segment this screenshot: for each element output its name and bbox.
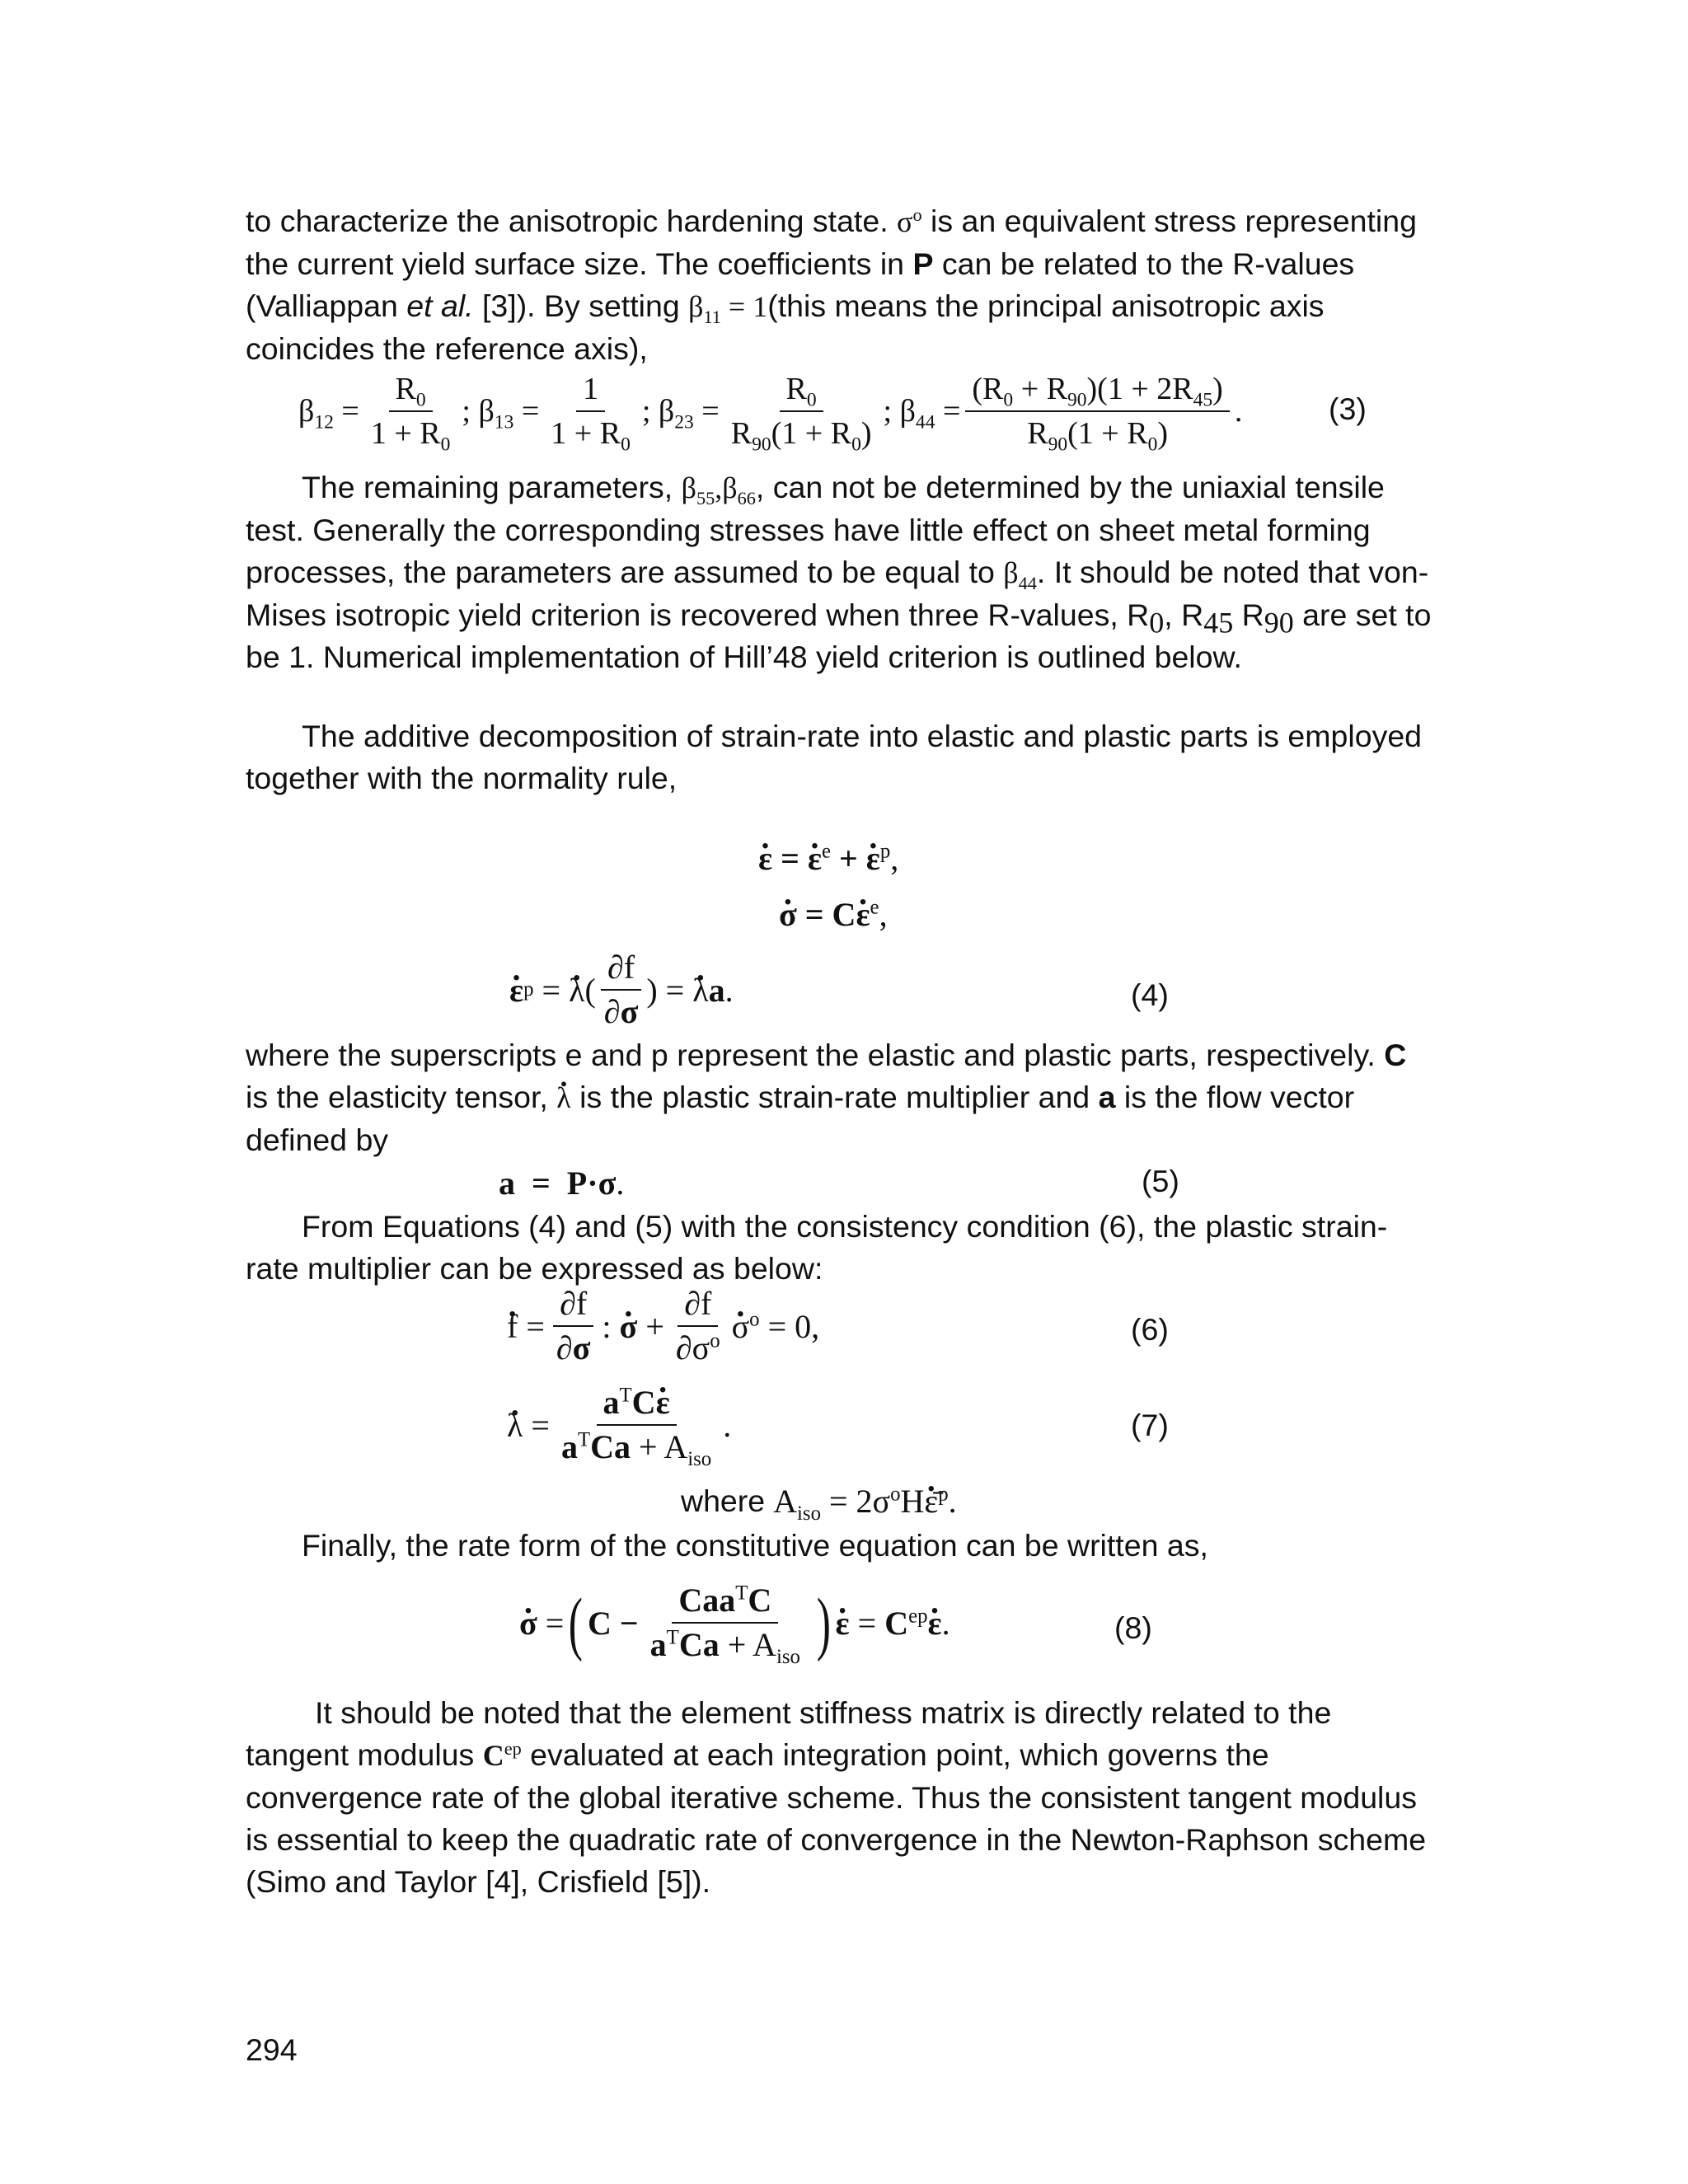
equation-5: a = P·σ. — [499, 1165, 625, 1202]
italic-et-al: et al. — [406, 288, 474, 323]
text-run: is the flow vector defined by — [246, 1080, 1355, 1157]
equation-stress-rate: σ . = Cε .$^e$, — [779, 895, 888, 934]
paragraph-stiffness-matrix — [246, 1692, 1432, 1903]
paragraph-rate-form: Finally, the rate form of the constitutive equation can be written as, — [302, 1528, 1208, 1563]
equation-8: σ . = ( C − $\frac{Caa^TC}{a^TCa + A_{iso}}$ ) ε . = $C^{ep}\varepsilon$ .. — [519, 1582, 950, 1663]
equation-7: λ . = $\frac{a^TC\varepsilon .}{a^TCa + A_{iso}}$ . — [507, 1385, 731, 1465]
paragraph-additive-decomposition: The additive decomposition of strain-rate into elastic and plastic parts is employed together with the normality rule, — [246, 719, 1423, 795]
bold-C: C — [1384, 1038, 1407, 1072]
page-number: 294 — [246, 2032, 298, 2067]
where-aiso: where $A_{iso}$ = $2\sigma^oH\varepsilon̄$ .$^p$. — [681, 1482, 957, 1521]
paragraph-remaining-parameters: The remaining parameters, $\beta_{55},\beta_{66}$, can not be determined by the uniaxial tensile test. Generally the corresponding stresses have little effect on sheet metal forming processes, the parameters are assumed to be equal to $\beta_{44}$. It should be noted that von-Mises isotropic yield criterion is recovered when three R-values, $R_0$, $R_{45}$ $R_{90}$ are set to be 1. Numerical implementation of Hill’48 yield criterion is outlined below. — [246, 470, 1432, 674]
equation-3: $\beta_{12}$ = $\frac{R_0}{1 + R_0}$ ; $\beta_{13}$ = $\frac{1}{1 + R_0}$ ; $\beta_{23}$ = $\frac{R_0}{R_{90}(1 + R_0)}$ ; $\beta_{44}$ = $\frac{(R_0 + R_{90})(1 + 2R_{45})}{R_{90}(1 + R_0)}$ . — [298, 372, 1243, 456]
text-run: . It should be noted that von-Mises isotropic yield criterion is recovered when three R-values, R — [246, 555, 1429, 632]
text-run: The remaining parameters, — [302, 470, 682, 504]
where-label: where — [681, 1483, 766, 1518]
inline-math-beta44: $\beta_{44}$ — [1003, 556, 1037, 594]
paragraph-superscripts — [246, 1034, 1432, 1161]
equation-strain-rate-sum: ε . = ε .$^e$ + ε .$^p$, — [758, 839, 898, 878]
text-run: to characterize the anisotropic hardening state. — [246, 204, 898, 238]
equation-number-3: (3) — [1329, 391, 1367, 426]
inline-math-beta11: $\beta_{11} = 1$ — [688, 290, 768, 328]
inline-math-sigma-o: $\sigma^o$ — [897, 204, 922, 238]
text-run: is the plastic strain-rate multiplier and — [579, 1080, 1099, 1114]
text-run: is the elasticity tensor, — [246, 1080, 557, 1114]
text-run: (this means the principal anisotropic axis coincides the reference axis), — [246, 288, 1325, 366]
inline-math-Cep: $C^{ep}$ — [482, 1738, 522, 1772]
equation-number-4: (4) — [1131, 977, 1169, 1012]
paragraph-intro — [246, 200, 1432, 370]
text-run: , R — [1164, 598, 1204, 632]
bold-P: P — [912, 246, 934, 281]
text-run: , can not be determined by the uniaxial tensile test. Generally the corresponding stresses have little effect on sheet metal forming processes, the parameters are assumed to be equal to — [246, 470, 1385, 589]
text-run: can be related to the R-values (Valliappan — [246, 246, 1355, 323]
inline-math-beta55-66: $\beta_{55},\beta_{66}$ — [681, 471, 756, 509]
text-run: R — [1233, 598, 1264, 632]
paragraph-consistency: From Equations (4) and (5) with the consistency condition (6), the plastic strain-rate multiplier can be expressed as below: — [246, 1209, 1388, 1286]
equation-number-5: (5) — [1142, 1164, 1179, 1198]
equation-number-6: (6) — [1131, 1312, 1169, 1347]
equation-4: ε . p = λ .( $\frac{\partial f}{\partial\sigma}$ ) = λ .a. — [509, 949, 734, 1030]
text-run: where the superscripts e and p represent the elastic and plastic parts, respectively. — [246, 1038, 1385, 1072]
equation-number-8: (8) — [1114, 1610, 1152, 1645]
bold-a: a — [1098, 1080, 1116, 1114]
text-run: are set to be 1. Numerical implementation of Hill’48 yield criterion is outlined below. — [246, 598, 1432, 674]
text-run: evaluated at each integration point, which governs the convergence rate of the global iterative scheme. Thus the consistent tangent modulus is essential to keep the quadratic rate of convergence in the Newton-Raphson scheme (Simo and Taylor [4], Crisfield [5]). — [246, 1737, 1427, 1899]
text-run: [3]). By setting — [473, 288, 689, 323]
equation-number-7: (7) — [1131, 1408, 1169, 1442]
text-run: It should be noted that the element stiffness matrix is directly related to the tangent modulus — [246, 1695, 1332, 1772]
inline-math-lambda-dot: λ . — [556, 1077, 570, 1119]
text-run: is an equivalent stress representing the current yield surface size. The coefficients in — [246, 204, 1417, 281]
equation-6: f . = $\frac{\partial f}{\partial\sigma}$ : σ . + $\frac{\partial f}{\partial\sigma^o}$ σ .$^o$ = 0, — [507, 1286, 819, 1366]
